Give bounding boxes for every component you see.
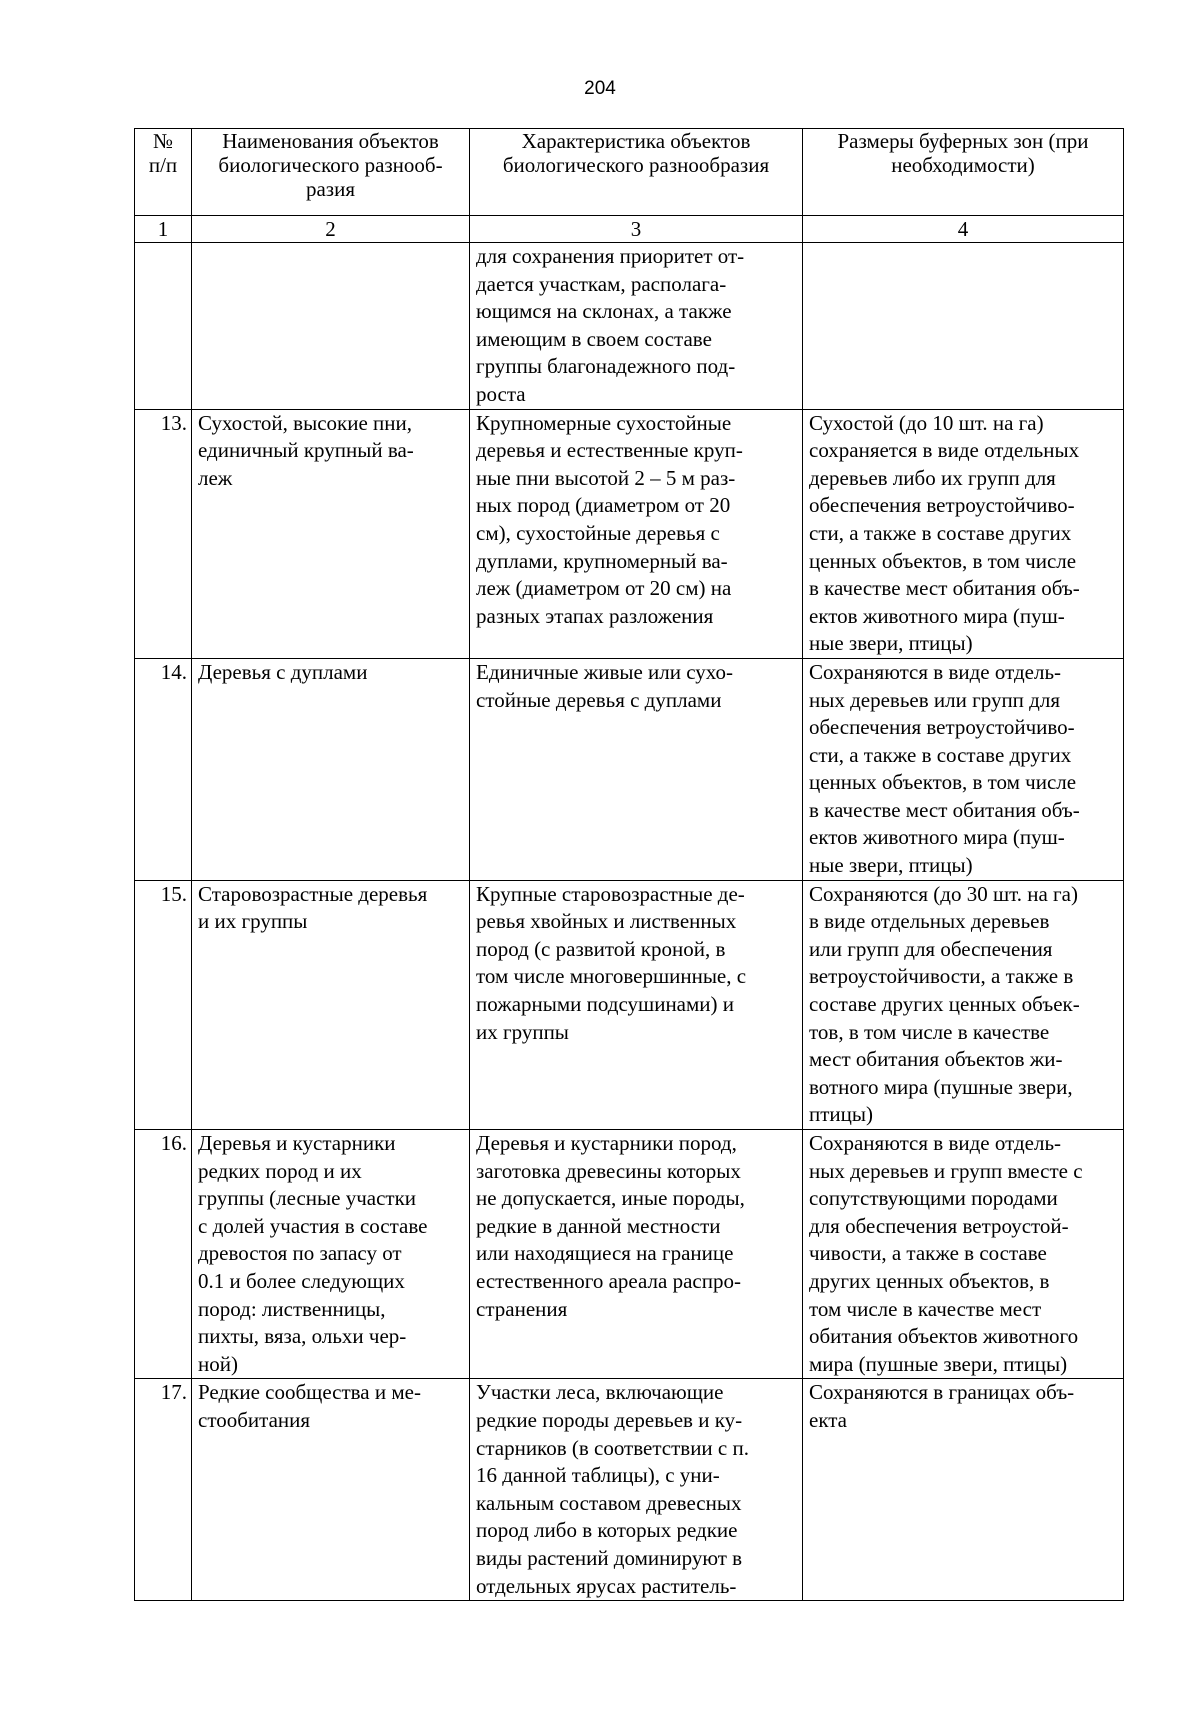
biodiversity-objects-table [134, 128, 1124, 1601]
buffer-zone: Сохраняются (до 30 шт. на га) в виде отдельных деревьев или групп для обеспечения ветроустойчивости, а также в составе других ценных объек- тов, в том числе в качестве мест обитания объектов жи- вотного мира (пушные звери, птицы) [803, 880, 1124, 1129]
object-characteristic: Участки леса, включающие редкие породы деревьев и ку- старников (в соответствии с п. 16 данной таблицы), с уни- кальным составом древесных пород либо в которых редкие виды растений доминируют в отдельных ярусах раститель- [470, 1379, 803, 1601]
buffer-zone: Сохраняются в виде отдель- ных деревьев и групп вместе с сопутствующими породами для обеспечения ветроустой- чивости, а также в составе других ценных объектов, в том числе в качестве мест обитания объектов животного мира (пушные звери, птицы) [803, 1130, 1124, 1379]
table-row [135, 658, 1124, 880]
buffer-zone: Сухостой (до 10 шт. на га) сохраняется в виде отдельных деревьев либо их групп для обеспечения ветроустойчиво- сти, а также в составе других ценных объектов, в том числе в качестве мест обитания объ- ектов животного мира (пуш- ные звери, птицы) [803, 409, 1124, 658]
object-characteristic: Крупномерные сухостойные деревья и естественные круп- ные пни высотой 2 – 5 м раз- ных пород (диаметром от 20 см), сухостойные деревья с дуплами, крупномерный ва- леж (диаметром от 20 см) на разных этапах разложения [470, 409, 803, 658]
buffer-zone [803, 243, 1124, 410]
buffer-zone: Сохраняются в границах объ- екта [803, 1379, 1124, 1601]
table-row [135, 880, 1124, 1129]
row-number [135, 243, 192, 410]
table-row [135, 1130, 1124, 1379]
object-name: Редкие сообщества и ме- стообитания [192, 1379, 470, 1601]
table-row [135, 243, 1124, 410]
header-object-name: Наименования объектов биологического разнооб- разия [192, 129, 470, 216]
table-row [135, 1379, 1124, 1601]
column-number: 1 [135, 216, 192, 243]
header-characteristic: Характеристика объектов биологического разнообразия [470, 129, 803, 216]
object-characteristic: Крупные старовозрастные де- ревья хвойных и лиственных пород (с развитой кроной, в том числе многовершинные, с пожарными подсушинами) и их группы [470, 880, 803, 1129]
object-name: Сухостой, высокие пни, единичный крупный ва- леж [192, 409, 470, 658]
page-number: 204 [584, 78, 616, 99]
column-number: 4 [803, 216, 1124, 243]
object-characteristic: Единичные живые или сухо- стойные деревья с дуплами [470, 658, 803, 880]
row-number: 13. [135, 409, 192, 658]
row-number: 15. [135, 880, 192, 1129]
column-number-row [135, 216, 1124, 243]
object-characteristic: Деревья и кустарники пород, заготовка древесины которых не допускается, иные породы, редкие в данной местности или находящиеся на границе естественного ареала распро- странения [470, 1130, 803, 1379]
column-number: 3 [470, 216, 803, 243]
table-header-row [135, 129, 1124, 216]
row-number: 17. [135, 1379, 192, 1601]
buffer-zone: Сохраняются в виде отдель- ных деревьев или групп для обеспечения ветроустойчиво- сти, а также в составе других ценных объектов, в том числе в качестве мест обитания объ- ектов животного мира (пуш- ные звери, птицы) [803, 658, 1124, 880]
header-number: № п/п [135, 129, 192, 216]
table-row [135, 409, 1124, 658]
object-name: Старовозрастные деревья и их группы [192, 880, 470, 1129]
object-name [192, 243, 470, 410]
row-number: 16. [135, 1130, 192, 1379]
header-buffer-zone: Размеры буферных зон (при необходимости) [803, 129, 1124, 216]
object-name: Деревья и кустарники редких пород и их группы (лесные участки с долей участия в составе древостоя по запасу от 0.1 и более следующих пород: лиственницы, пихты, вяза, ольхи чер- ной) [192, 1130, 470, 1379]
object-name: Деревья с дуплами [192, 658, 470, 880]
row-number: 14. [135, 658, 192, 880]
object-characteristic: для сохранения приоритет от- дается участкам, располага- ющимся на склонах, а также имеющим в своем составе группы благонадежного под- роста [470, 243, 803, 410]
column-number: 2 [192, 216, 470, 243]
